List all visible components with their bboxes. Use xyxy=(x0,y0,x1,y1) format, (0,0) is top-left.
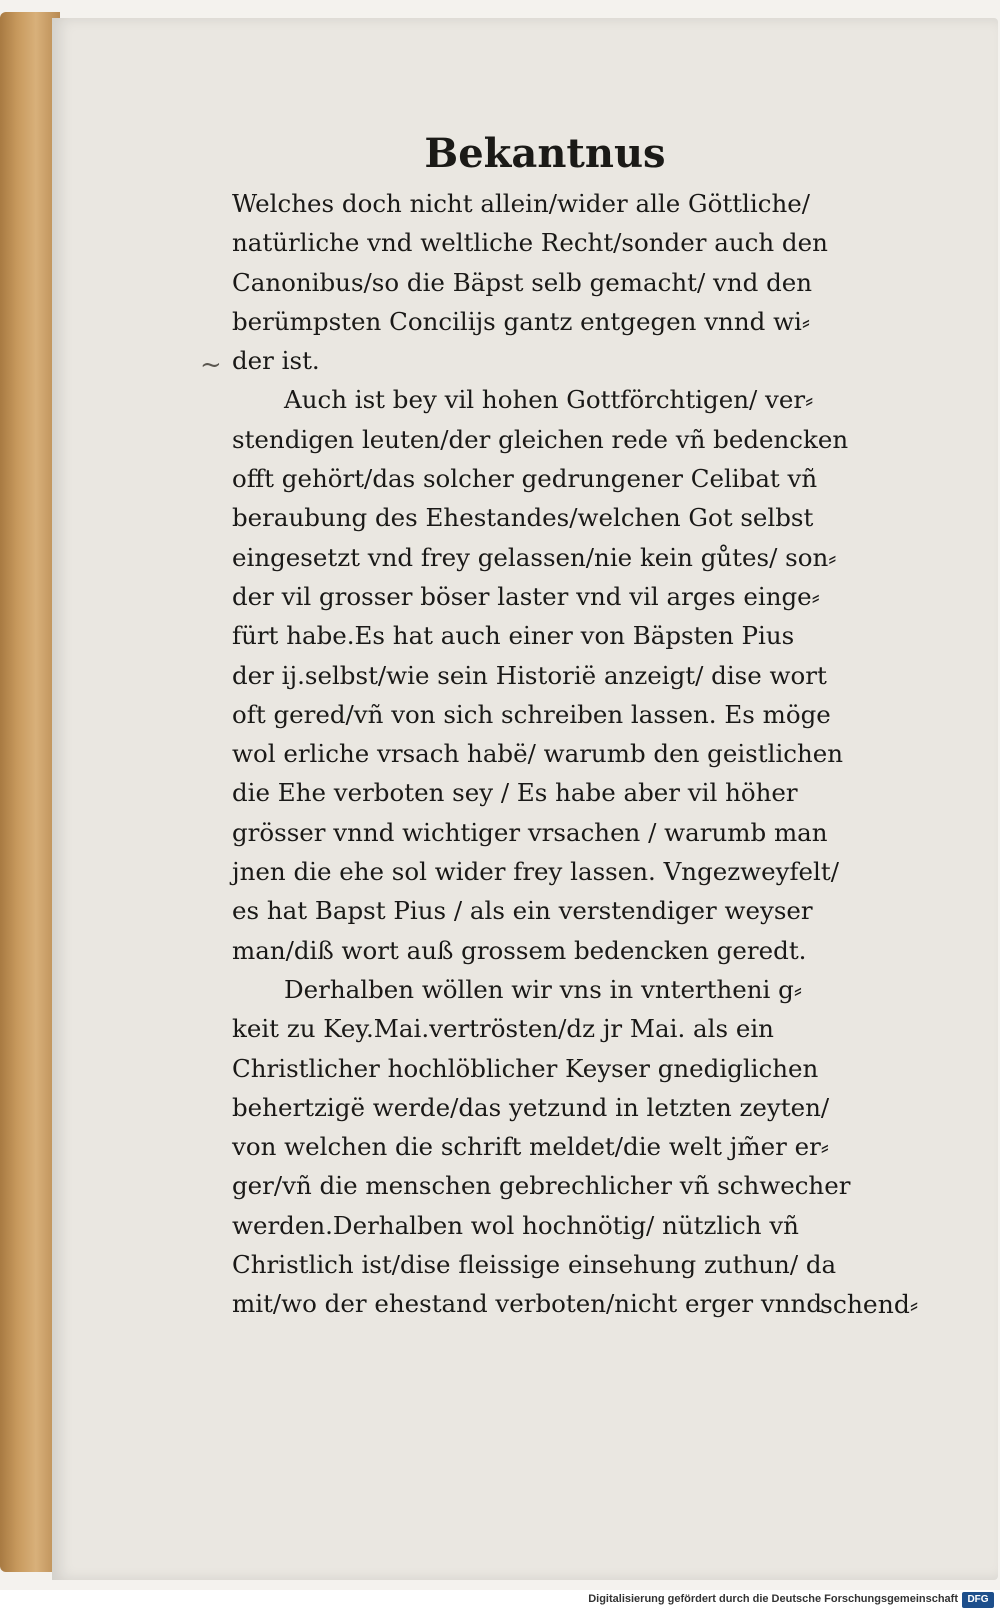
text-line: werden.Derhalben wol hochnötig/ nützlich vñ xyxy=(232,1210,799,1240)
text-line: die Ehe verboten sey / Es habe aber vil höher xyxy=(232,778,798,808)
text-line: eingesetzt vnd frey gelassen/nie kein gůtes/ son⸗ xyxy=(232,542,837,572)
text-line: jnen die ehe sol wider frey lassen. Vngezweyfelt/ xyxy=(232,857,839,887)
text-line: man/diß wort auß grossem bedencken geredt. xyxy=(232,935,807,965)
dfg-logo: DFG xyxy=(962,1592,994,1608)
text-line: Christlicher hochlöblicher Keyser gnediglichen xyxy=(232,1053,819,1083)
text-line: beraubung des Ehestandes/welchen Got selbst xyxy=(232,503,814,533)
text-line: von welchen die schrift meldet/die welt jm̃er er⸗ xyxy=(232,1132,829,1162)
footer-bar xyxy=(0,1590,1000,1612)
text-line: offt gehört/das solcher gedrungener Celibat vñ xyxy=(232,464,818,494)
running-head: Bekantnus xyxy=(424,130,666,177)
margin-mark: ~ xyxy=(200,350,222,380)
text-line: Welches doch nicht allein/wider alle Göttliche/ xyxy=(232,189,810,218)
text-line: berümpsten Concilijs gantz entgegen vnnd wi⸗ xyxy=(232,306,811,336)
text-line: es hat Bapst Pius / als ein verstendiger weyser xyxy=(232,896,813,926)
text-line: der vil grosser böser laster vnd vil arges einge⸗ xyxy=(232,581,820,611)
text-line: behertzigë werde/das yetzund in letzten zeyten/ xyxy=(232,1092,830,1122)
text-line: stendigen leuten/der gleichen rede vñ bedencken xyxy=(232,424,849,454)
book-fore-edge xyxy=(0,12,60,1572)
text-line: oft gered/vñ von sich schreiben lassen. Es möge xyxy=(232,699,831,729)
text-line: fürt habe.Es hat auch einer von Bäpsten Pius xyxy=(232,621,795,651)
text-line: keit zu Key.Mai.vertrösten/dz jr Mai. als ein xyxy=(232,1014,774,1044)
text-line: wol erliche vrsach habë/ warumb den geistlichen xyxy=(232,739,844,769)
text-line: natürliche vnd weltliche Recht/sonder auch den xyxy=(232,228,828,258)
text-line: Derhalben wöllen wir vns in vntertheni g⸗ xyxy=(284,974,803,1004)
text-line: mit/wo der ehestand verboten/nicht erger vnnd xyxy=(232,1289,822,1319)
digitization-credit: Digitalisierung gefördert durch die Deutsche Forschungsgemeinschaft xyxy=(588,1593,958,1605)
text-line: der ij.selbst/wie sein Historië anzeigt/ dise wort xyxy=(232,660,827,690)
text-line: Christlich ist/dise fleissige einsehung zuthun/ da xyxy=(232,1250,837,1280)
catchword: schend⸗ xyxy=(820,1290,919,1319)
text-block xyxy=(232,184,932,1324)
text-line: grösser vnnd wichtiger vrsachen / warumb man xyxy=(232,817,828,847)
text-line: Auch ist bey vil hohen Gottförchtigen/ ver⸗ xyxy=(284,385,814,415)
text-line: Canonibus/so die Bäpst selb gemacht/ vnd den xyxy=(232,267,813,297)
text-line: der ist. xyxy=(232,346,320,376)
text-line: ger/vñ die menschen gebrechlicher vñ schwecher xyxy=(232,1171,851,1201)
